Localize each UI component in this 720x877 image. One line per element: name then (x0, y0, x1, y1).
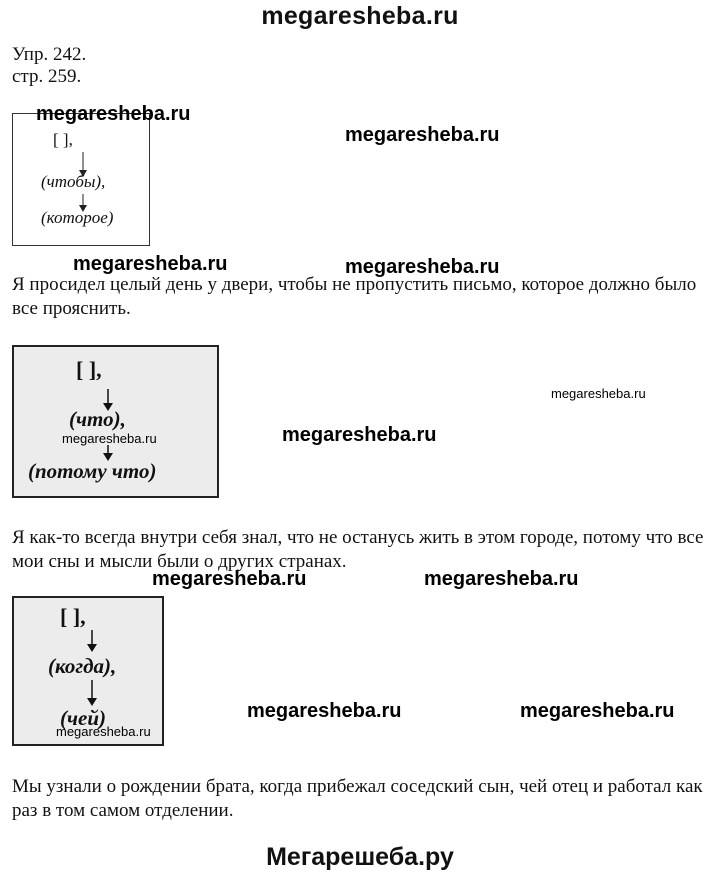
exercise-number: Упр. 242. (12, 44, 87, 65)
sentence-1: Я просидел целый день у двери, чтобы не пропустить письмо, которое должно было все прояснить. (12, 274, 697, 319)
watermark-small: megaresheba.ru (62, 431, 157, 446)
clause-chey: (чей) (60, 706, 107, 730)
watermark: megaresheba.ru (282, 424, 437, 446)
watermark-small: megaresheba.ru (56, 724, 151, 739)
exercise-page: стр. 259. (12, 66, 82, 87)
site-title: megaresheba.ru (261, 2, 459, 30)
watermark: megaresheba.ru (152, 568, 307, 590)
site-footer: Мегарешеба.ру (266, 843, 454, 871)
watermark: megaresheba.ru (424, 568, 579, 590)
clause-kotoroe: (которое) (41, 208, 114, 227)
main-clause-bracket: [ ], (60, 604, 86, 629)
clause-chtoby: (чтобы), (41, 172, 106, 191)
scheme-box-1 (12, 113, 150, 246)
clause-potomu-chto: (потому что) (28, 459, 157, 483)
clause-kogda: (когда), (48, 654, 117, 678)
scheme-box-2 (12, 345, 219, 498)
watermark: megaresheba.ru (345, 256, 500, 278)
main-clause-bracket: [ ], (53, 130, 73, 149)
sentence-3: Мы узнали о рождении брата, когда прибежал соседский сын, чей отец и работал как раз в том самом отделении. (12, 776, 703, 821)
main-clause-bracket: [ ], (76, 357, 102, 382)
clause-chto: (что), (69, 407, 126, 431)
sentence-2: Я как-то всегда внутри себя знал, что не останусь жить в этом городе, потому что все мои сны и мысли были о других странах. (12, 527, 704, 572)
watermark: megaresheba.ru (73, 253, 228, 275)
watermark-small: megaresheba.ru (551, 386, 646, 401)
watermark: megaresheba.ru (247, 700, 402, 722)
watermark: megaresheba.ru (36, 103, 191, 125)
watermark: megaresheba.ru (520, 700, 675, 722)
watermark: megaresheba.ru (345, 124, 500, 146)
